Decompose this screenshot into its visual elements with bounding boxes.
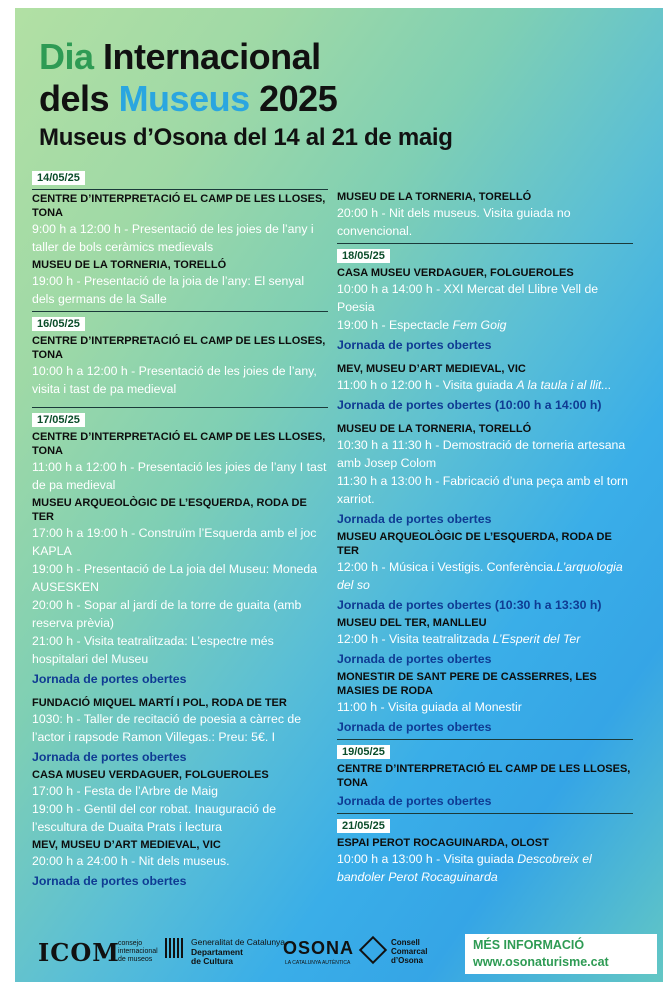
open-doors-label: Jornada de portes obertes [337, 720, 492, 734]
event-title: A la taula i al llit... [516, 378, 612, 392]
date-badge: 17/05/25 [32, 413, 85, 427]
title-word-museus: Museus [118, 78, 250, 119]
event-line: 17:00 h - Festa de l’Arbre de Maig [32, 784, 218, 798]
date-badge: 16/05/25 [32, 317, 85, 331]
date-badge: 14/05/25 [32, 171, 85, 185]
event-line [337, 558, 633, 594]
event-line: 19:00 h - Gentil del cor robat. Inauguració de l’escultura de Duaita Prats i lectura [32, 802, 277, 834]
open-doors-label: Jornada de portes obertes [337, 512, 492, 526]
generalitat-caption-line: Generalitat de Catalunya [191, 937, 286, 947]
venue-title: MUSEU ARQUEOLÒGIC DE L’ESQUERDA, RODA DE TER [32, 497, 307, 523]
venue-title: CASA MUSEU VERDAGUER, FOLGUEROLES [337, 267, 574, 279]
venue-title: ESPAI PEROT ROCAGUINARDA, OLOST [337, 837, 549, 849]
event-line: 10:00 h a 14:00 h - XXI Mercat del Llibre Vell de Poesia [337, 282, 599, 314]
event-line [337, 850, 633, 886]
icom-caption-line: de museos [118, 956, 153, 963]
event-line: 19:00 h - Presentació de La joia del Museu: Moneda AUSESKEN [32, 562, 318, 594]
poster-subtitle: Museus d’Osona del 14 al 21 de maig [39, 124, 453, 151]
open-doors-label: Jornada de portes obertes [337, 652, 492, 666]
poster-title-line-2 [39, 80, 337, 118]
more-info-label: MÉS INFORMACIÓ [473, 938, 585, 952]
poster [15, 8, 663, 982]
divider [32, 407, 328, 408]
venue-title: MUSEU DE LA TORNERIA, TORELLÓ [337, 423, 532, 435]
event-line: 10:30 h a 11:30 h - Demostració de torneria artesana amb Josep Colom [337, 438, 626, 470]
right-column [337, 188, 633, 886]
venue-title: MONESTIR DE SANT PERE DE CASSERRES, LES MASIES DE RODA [337, 671, 597, 697]
poster-title-line-1 [39, 38, 321, 76]
left-column [32, 168, 328, 890]
open-doors-label: Jornada de portes obertes [32, 874, 187, 888]
event-text: 12:00 h - Música i Vestigis. Conferència. [337, 560, 557, 574]
generalitat-caption-line: Departament [191, 946, 243, 957]
event-title: L’Esperit del Ter [492, 632, 581, 646]
divider [337, 813, 633, 814]
event-line: 1030: h - Taller de recitació de poesia a càrrec de l’actor i rapsode Ramon Villegas.: Preu: 5€. I [32, 712, 302, 744]
event-line: 20:00 h - Sopar al jardí de la torre de guaita (amb reserva prèvia) [32, 598, 302, 630]
icom-caption-line: internacional [118, 948, 158, 955]
generalitat-caption [191, 938, 285, 967]
date-badge: 19/05/25 [337, 745, 390, 759]
event-text: 11:00 h o 12:00 h - Visita guiada [337, 378, 517, 392]
venue-title: CENTRE D’INTERPRETACIÓ EL CAMP DE LES LLOSES, TONA [32, 335, 326, 361]
event-line: 21:00 h - Visita teatralitzada: L’espectre més hospitalari del Museu [32, 634, 274, 666]
open-doors-label: Jornada de portes obertes (10:00 h a 14:00 h) [337, 398, 602, 412]
divider [337, 243, 633, 244]
consell-caption [391, 938, 427, 965]
open-doors-label: Jornada de portes obertes [32, 672, 187, 686]
date-badge: 18/05/25 [337, 249, 390, 263]
title-word-year: 2025 [259, 78, 338, 119]
event-line: 17:00 h a 19:00 h - Construïm l’Esquerda amb el joc KAPLA [32, 526, 317, 558]
open-doors-label: Jornada de portes obertes [337, 794, 492, 808]
venue-title: FUNDACIÓ MIQUEL MARTÍ I POL, RODA DE TER [32, 697, 287, 709]
date-badge: 21/05/25 [337, 819, 390, 833]
website-link[interactable]: www.osonaturisme.cat [473, 955, 609, 969]
consell-diamond-icon [359, 936, 387, 964]
event-title: Fem Goig [452, 318, 507, 332]
title-word-dia: Dia [39, 36, 94, 77]
venue-title: MUSEU DE LA TORNERIA, TORELLÓ [337, 191, 532, 203]
event-line: 10:00 h a 12:00 h - Presentació de les joies de l’any, visita i tast de pa medieval [32, 364, 317, 396]
event-line: 20:00 h - Nit dels museus. Visita guiada no convencional. [337, 206, 571, 238]
event-line: 11:30 h a 13:00 h - Fabricació d’una peça amb el torn xarriot. [337, 474, 628, 506]
generalitat-stripes-icon [165, 938, 185, 958]
event-text: 12:00 h - Visita teatralitzada [337, 632, 493, 646]
venue-title: MUSEU DE LA TORNERIA, TORELLÓ [32, 259, 227, 271]
event-title: Descobreix el bandoler Perot Rocaguinarda [337, 852, 592, 884]
icom-logo: ICOM [38, 938, 120, 967]
open-doors-label: Jornada de portes obertes (10:30 h a 13:30 h) [337, 598, 602, 612]
icom-caption-line: consejo [118, 940, 143, 947]
more-info-box [465, 934, 657, 974]
venue-title: MUSEU ARQUEOLÒGIC DE L’ESQUERDA, RODA DE TER [337, 531, 612, 557]
venue-title: CENTRE D’INTERPRETACIÓ EL CAMP DE LES LLOSES, TONA [32, 431, 326, 457]
osona-logo: OSONA [283, 938, 355, 958]
consell-caption-line: Consell [391, 938, 420, 947]
divider [32, 311, 328, 312]
sponsor-footer [15, 926, 663, 982]
open-doors-label: Jornada de portes obertes [32, 750, 187, 764]
event-line [337, 630, 633, 648]
consell-caption-line: Comarcal [391, 947, 428, 956]
event-line: 19:00 h - Presentació de la joia de l’any: El senyal dels germans de la Salle [32, 274, 305, 306]
event-line: 9:00 h a 12:00 h - Presentació de les joies de l’any i taller de bols ceràmics medievals [32, 222, 314, 254]
venue-title: MEV, MUSEU D’ART MEDIEVAL, VIC [32, 839, 221, 851]
event-line [337, 316, 633, 334]
generalitat-caption-line: de Cultura [191, 956, 234, 966]
title-word-dels: dels [39, 78, 110, 119]
venue-title: MUSEU DEL TER, MANLLEU [337, 617, 487, 629]
osona-tagline: LA CATALUNYA AUTÈNTICA [285, 960, 351, 966]
event-line: 20:00 h a 24:00 h - Nit dels museus. [32, 854, 230, 868]
venue-title: CENTRE D’INTERPRETACIÓ EL CAMP DE LES LLOSES, TONA [337, 763, 631, 789]
event-title: L’arquologia del so [337, 560, 623, 592]
open-doors-label: Jornada de portes obertes [337, 338, 492, 352]
event-text: 10:00 h a 13:00 h - Visita guiada [337, 852, 518, 866]
divider [32, 189, 328, 190]
event-line: 11:00 h - Visita guiada al Monestir [337, 700, 522, 714]
event-line [337, 376, 633, 394]
icom-caption [118, 940, 158, 964]
event-text: 19:00 h - Espectacle [337, 318, 453, 332]
consell-caption-line: d’Osona [391, 956, 424, 965]
venue-title: MEV, MUSEU D’ART MEDIEVAL, VIC [337, 363, 526, 375]
venue-title: CASA MUSEU VERDAGUER, FOLGUEROLES [32, 769, 269, 781]
divider [337, 739, 633, 740]
event-line: 11:00 h a 12:00 h - Presentació les joies de l’any I tast de pa medieval [32, 460, 327, 492]
venue-title: CENTRE D’INTERPRETACIÓ EL CAMP DE LES LLOSES, TONA [32, 193, 326, 219]
title-word-internacional: Internacional [103, 36, 321, 77]
